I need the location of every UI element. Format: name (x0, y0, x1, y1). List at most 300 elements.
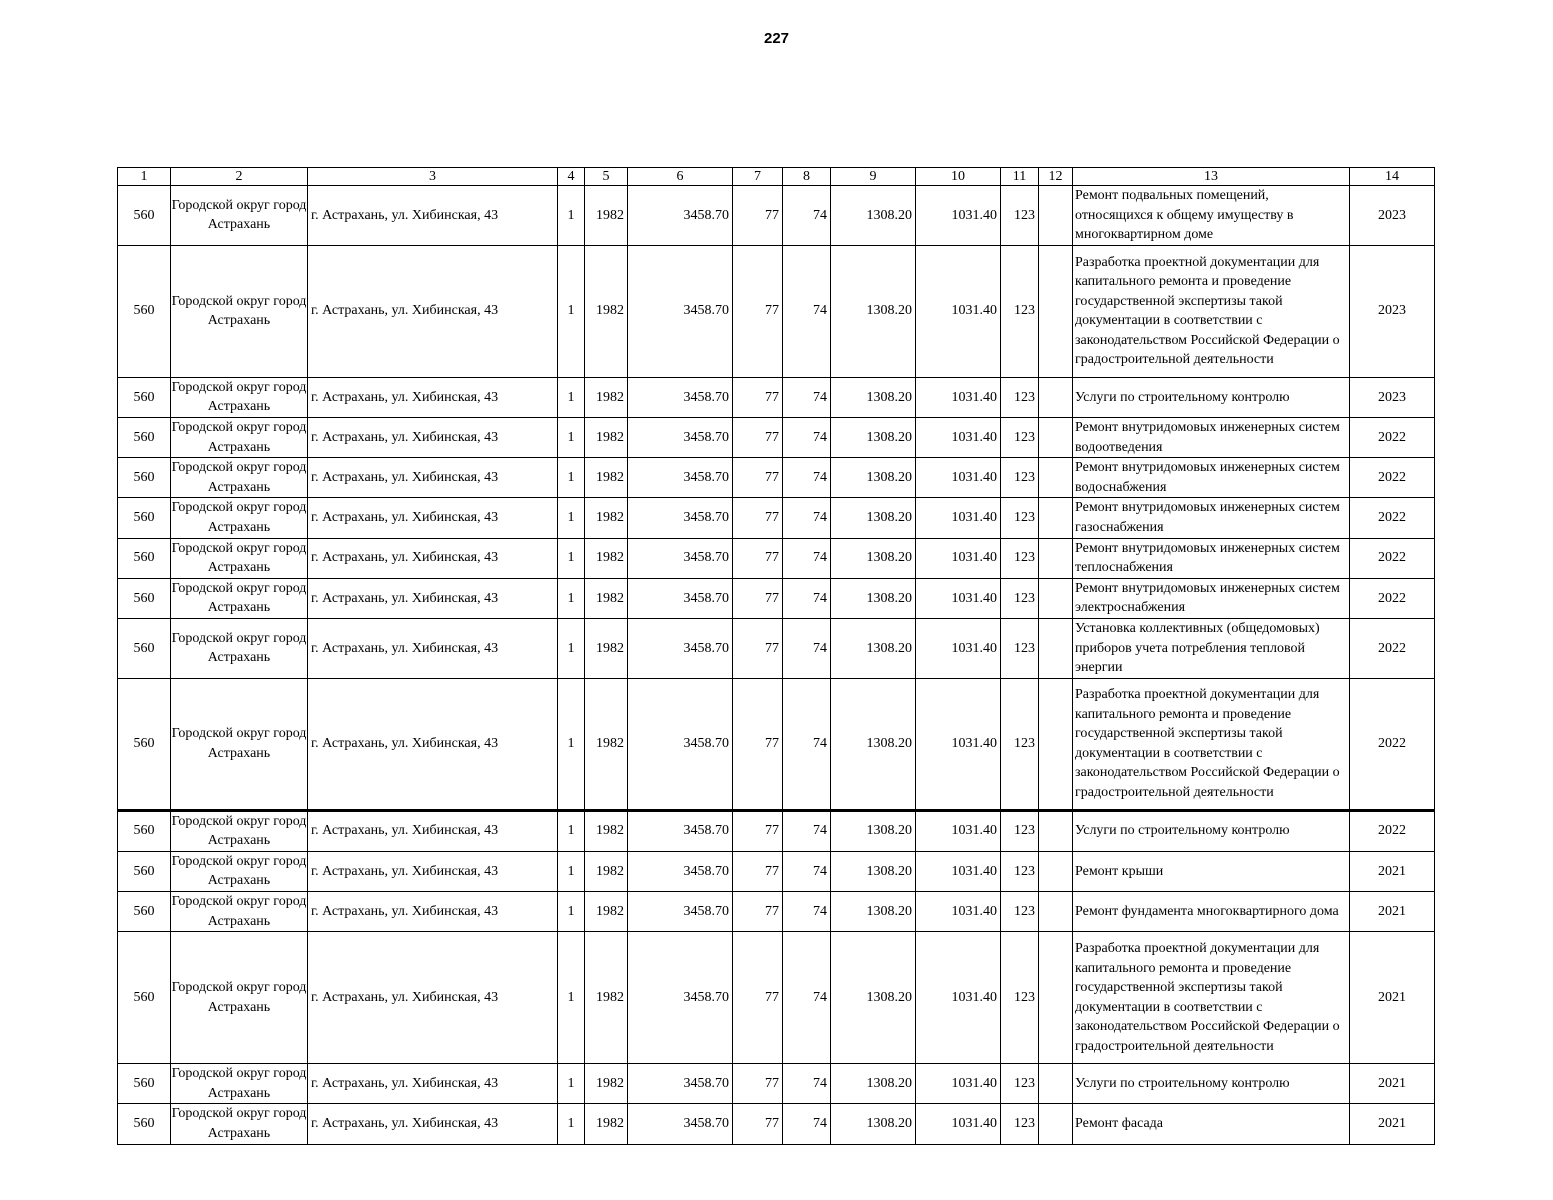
total-area-cell (628, 538, 733, 578)
col-11-value: 123 (1014, 823, 1035, 839)
year-built-cell (585, 851, 628, 891)
col-11-value-cell (1001, 1104, 1039, 1144)
planned-year: 2023 (1378, 389, 1406, 405)
table-row (118, 458, 1435, 498)
col-header: 8 (783, 168, 831, 186)
col-12-value-cell (1039, 1104, 1073, 1144)
address: г. Астрахань, ул. Хибинская, 43 (311, 207, 499, 223)
total-area-cell (628, 851, 733, 891)
col-7-value: 77 (765, 550, 779, 566)
col-12-value-cell (1039, 538, 1073, 578)
col-7-value-cell (733, 810, 783, 851)
col-header: 10 (916, 168, 1001, 186)
work-type-cell (1073, 932, 1350, 1064)
col-7-value-cell (733, 377, 783, 417)
total-area: 3458.70 (683, 903, 729, 919)
col-11-value: 123 (1014, 389, 1035, 405)
col-8-value-cell (783, 458, 831, 498)
year-built: 1982 (596, 989, 624, 1005)
col-11-value-cell (1001, 538, 1039, 578)
municipality: Городской округ город Астрахань (171, 460, 307, 495)
address-cell (308, 377, 558, 417)
col-4-value: 1 (567, 1116, 575, 1132)
col-9-value: 1308.20 (866, 510, 912, 526)
col-8-value-cell (783, 1104, 831, 1144)
col-9-value: 1308.20 (866, 989, 912, 1005)
col-8-value-cell (783, 892, 831, 932)
col-header: 6 (628, 168, 733, 186)
year-built-cell (585, 618, 628, 678)
col-7-value-cell (733, 417, 783, 457)
col-4-value: 1 (567, 903, 575, 919)
col-11-value-cell (1001, 578, 1039, 618)
planned-year: 2022 (1378, 429, 1406, 445)
row-number: 560 (133, 989, 155, 1005)
total-area-cell (628, 678, 733, 810)
total-area-cell (628, 1104, 733, 1144)
row-number: 560 (133, 863, 155, 879)
col-header: 14 (1350, 168, 1435, 186)
col-8-value: 74 (813, 989, 827, 1005)
planned-year: 2022 (1378, 640, 1406, 656)
total-area-cell (628, 932, 733, 1064)
col-10-value: 1031.40 (951, 1076, 997, 1092)
col-9-value-cell (831, 851, 916, 891)
year-built-cell (585, 810, 628, 851)
col-7-value-cell (733, 892, 783, 932)
col-11-value-cell (1001, 186, 1039, 246)
planned-year: 2021 (1378, 863, 1406, 879)
year-built: 1982 (596, 735, 624, 751)
address-cell (308, 458, 558, 498)
col-7-value-cell (733, 498, 783, 538)
col-4-value-cell (558, 932, 585, 1064)
col-11-value-cell (1001, 810, 1039, 851)
col-8-value-cell (783, 810, 831, 851)
table-row (118, 578, 1435, 618)
col-11-value-cell (1001, 377, 1039, 417)
municipality-cell (171, 186, 308, 246)
work-type: Ремонт фундамента многоквартирного дома (1075, 903, 1339, 919)
municipality-cell (171, 498, 308, 538)
col-4-value-cell (558, 377, 585, 417)
address-cell (308, 678, 558, 810)
row-number: 560 (133, 903, 155, 919)
address: г. Астрахань, ул. Хибинская, 43 (311, 989, 499, 1005)
col-9-value-cell (831, 417, 916, 457)
work-type-cell (1073, 498, 1350, 538)
col-8-value: 74 (813, 1116, 827, 1132)
col-7-value-cell (733, 678, 783, 810)
col-8-value-cell (783, 678, 831, 810)
work-type: Ремонт фасада (1075, 1116, 1164, 1132)
col-7-value-cell (733, 578, 783, 618)
row-number-cell (118, 417, 171, 457)
address: г. Астрахань, ул. Хибинская, 43 (311, 863, 499, 879)
total-area-cell (628, 892, 733, 932)
total-area-cell (628, 810, 733, 851)
col-7-value: 77 (765, 863, 779, 879)
col-8-value: 74 (813, 823, 827, 839)
col-11-value: 123 (1014, 550, 1035, 566)
col-4-value-cell (558, 892, 585, 932)
col-10-value: 1031.40 (951, 1116, 997, 1132)
col-8-value: 74 (813, 510, 827, 526)
col-11-value-cell (1001, 851, 1039, 891)
work-type: Разработка проектной документации для капитального ремонта и проведение государственной экспертизы такой документации в соответствии с законодательством Российской Федерации о градостроительной деятельности (1075, 254, 1340, 368)
col-8-value-cell (783, 932, 831, 1064)
row-number: 560 (133, 590, 155, 606)
col-9-value: 1308.20 (866, 590, 912, 606)
municipality: Городской округ город Астрахань (171, 580, 307, 616)
address-cell (308, 498, 558, 538)
row-number-cell (118, 186, 171, 246)
col-header: 9 (831, 168, 916, 186)
planned-year-cell (1350, 1104, 1435, 1144)
col-4-value-cell (558, 1104, 585, 1144)
col-8-value-cell (783, 186, 831, 246)
col-11-value-cell (1001, 932, 1039, 1064)
planned-year: 2022 (1378, 590, 1406, 606)
address: г. Астрахань, ул. Хибинская, 43 (311, 469, 499, 485)
col-12-value-cell (1039, 245, 1073, 377)
year-built-cell (585, 932, 628, 1064)
address: г. Астрахань, ул. Хибинская, 43 (311, 590, 499, 606)
address-cell (308, 245, 558, 377)
total-area: 3458.70 (683, 303, 729, 319)
year-built-cell (585, 538, 628, 578)
col-4-value: 1 (567, 640, 575, 656)
municipality-cell (171, 538, 308, 578)
col-9-value-cell (831, 1104, 916, 1144)
col-4-value-cell (558, 245, 585, 377)
col-11-value: 123 (1014, 429, 1035, 445)
col-10-value: 1031.40 (951, 863, 997, 879)
col-12-value-cell (1039, 377, 1073, 417)
col-7-value-cell (733, 186, 783, 246)
row-number: 560 (133, 207, 155, 223)
total-area-cell (628, 618, 733, 678)
col-11-value-cell (1001, 498, 1039, 538)
work-type: Услуги по строительному контролю (1075, 1076, 1290, 1092)
col-8-value: 74 (813, 1076, 827, 1092)
address: г. Астрахань, ул. Хибинская, 43 (311, 735, 499, 751)
municipality: Городской округ город Астрахань (171, 853, 307, 889)
row-number: 560 (133, 510, 155, 526)
planned-year-cell (1350, 932, 1435, 1064)
col-11-value-cell (1001, 1064, 1039, 1104)
work-type-cell (1073, 851, 1350, 891)
col-7-value: 77 (765, 590, 779, 606)
work-type: Ремонт внутридомовых инженерных систем электроснабжения (1075, 580, 1340, 616)
year-built: 1982 (596, 640, 624, 656)
municipality-cell (171, 578, 308, 618)
col-4-value: 1 (567, 429, 575, 445)
municipality: Городской округ город Астрахань (171, 419, 307, 455)
address-cell (308, 1064, 558, 1104)
col-7-value: 77 (765, 510, 779, 526)
col-7-value: 77 (765, 735, 779, 751)
row-number: 560 (133, 469, 155, 485)
col-11-value: 123 (1014, 510, 1035, 526)
col-10-value-cell (916, 851, 1001, 891)
work-type: Ремонт внутридомовых инженерных систем теплоснабжения (1075, 540, 1340, 576)
year-built: 1982 (596, 510, 624, 526)
total-area: 3458.70 (683, 823, 729, 839)
col-header: 12 (1039, 168, 1073, 186)
total-area: 3458.70 (683, 207, 729, 223)
col-8-value: 74 (813, 389, 827, 405)
planned-year-cell (1350, 810, 1435, 851)
planned-year: 2022 (1378, 735, 1406, 751)
col-9-value: 1308.20 (866, 863, 912, 879)
total-area: 3458.70 (683, 1116, 729, 1132)
work-type-cell (1073, 377, 1350, 417)
municipality-cell (171, 1104, 308, 1144)
row-number-cell (118, 458, 171, 498)
col-8-value-cell (783, 245, 831, 377)
table-row (118, 1104, 1435, 1144)
planned-year-cell (1350, 245, 1435, 377)
work-type: Ремонт подвальных помещений, относящихся к общему имуществу в многоквартирном доме (1075, 188, 1294, 243)
row-number-cell (118, 1064, 171, 1104)
row-number: 560 (133, 550, 155, 566)
row-number-cell (118, 932, 171, 1064)
table-row (118, 538, 1435, 578)
row-number: 560 (133, 1076, 155, 1092)
col-11-value: 123 (1014, 903, 1035, 919)
work-type-cell (1073, 245, 1350, 377)
col-10-value: 1031.40 (951, 469, 997, 485)
year-built-cell (585, 458, 628, 498)
work-type: Разработка проектной документации для капитального ремонта и проведение государственной экспертизы такой документации в соответствии с законодательством Российской Федерации о градостроительной деятельности (1075, 940, 1340, 1054)
col-9-value: 1308.20 (866, 303, 912, 319)
col-9-value-cell (831, 458, 916, 498)
address: г. Астрахань, ул. Хибинская, 43 (311, 903, 499, 919)
year-built: 1982 (596, 823, 624, 839)
planned-year: 2022 (1378, 510, 1406, 526)
municipality-cell (171, 245, 308, 377)
col-7-value-cell (733, 618, 783, 678)
table-row (118, 498, 1435, 538)
col-7-value: 77 (765, 469, 779, 485)
col-4-value: 1 (567, 207, 575, 223)
col-10-value: 1031.40 (951, 429, 997, 445)
col-12-value-cell (1039, 578, 1073, 618)
municipality: Городской округ город Астрахань (171, 894, 307, 929)
col-7-value: 77 (765, 1076, 779, 1092)
col-7-value-cell (733, 458, 783, 498)
total-area-cell (628, 1064, 733, 1104)
table-row (118, 892, 1435, 932)
col-4-value-cell (558, 1064, 585, 1104)
col-9-value: 1308.20 (866, 550, 912, 566)
col-10-value-cell (916, 417, 1001, 457)
col-10-value-cell (916, 1104, 1001, 1144)
col-7-value-cell (733, 851, 783, 891)
table-body (118, 186, 1435, 1145)
total-area: 3458.70 (683, 550, 729, 566)
col-4-value-cell (558, 678, 585, 810)
planned-year: 2021 (1378, 903, 1406, 919)
col-4-value: 1 (567, 510, 575, 526)
col-4-value-cell (558, 851, 585, 891)
year-built-cell (585, 578, 628, 618)
col-8-value-cell (783, 417, 831, 457)
municipality: Городской округ город Астрахань (171, 293, 307, 329)
col-9-value: 1308.20 (866, 735, 912, 751)
work-type-cell (1073, 618, 1350, 678)
col-10-value-cell (916, 186, 1001, 246)
col-10-value: 1031.40 (951, 389, 997, 405)
year-built-cell (585, 377, 628, 417)
col-9-value-cell (831, 498, 916, 538)
col-8-value-cell (783, 578, 831, 618)
address: г. Астрахань, ул. Хибинская, 43 (311, 1076, 499, 1092)
header-row (118, 168, 1435, 186)
col-8-value: 74 (813, 429, 827, 445)
col-11-value-cell (1001, 678, 1039, 810)
col-4-value: 1 (567, 823, 575, 839)
col-7-value: 77 (765, 903, 779, 919)
col-4-value: 1 (567, 303, 575, 319)
col-12-value-cell (1039, 618, 1073, 678)
address-cell (308, 932, 558, 1064)
total-area: 3458.70 (683, 429, 729, 445)
address-cell (308, 618, 558, 678)
col-8-value: 74 (813, 303, 827, 319)
row-number-cell (118, 377, 171, 417)
page-number: 227 (763, 30, 790, 47)
col-11-value: 123 (1014, 207, 1035, 223)
table-row (118, 678, 1435, 810)
col-header: 11 (1001, 168, 1039, 186)
col-9-value-cell (831, 932, 916, 1064)
address: г. Астрахань, ул. Хибинская, 43 (311, 550, 499, 566)
work-type: Ремонт крыши (1075, 863, 1164, 879)
col-10-value: 1031.40 (951, 510, 997, 526)
col-7-value: 77 (765, 640, 779, 656)
work-type-cell (1073, 810, 1350, 851)
address: г. Астрахань, ул. Хибинская, 43 (311, 429, 499, 445)
col-9-value-cell (831, 377, 916, 417)
municipality: Городской округ город Астрахань (171, 980, 307, 1015)
col-header: 4 (558, 168, 585, 186)
col-12-value-cell (1039, 458, 1073, 498)
municipality-cell (171, 678, 308, 810)
col-8-value: 74 (813, 550, 827, 566)
work-type: Ремонт внутридомовых инженерных систем газоснабжения (1075, 500, 1340, 535)
col-12-value-cell (1039, 932, 1073, 1064)
col-10-value-cell (916, 1064, 1001, 1104)
row-number: 560 (133, 640, 155, 656)
total-area: 3458.70 (683, 989, 729, 1005)
total-area-cell (628, 417, 733, 457)
col-11-value-cell (1001, 892, 1039, 932)
col-7-value: 77 (765, 207, 779, 223)
col-8-value: 74 (813, 640, 827, 656)
col-9-value: 1308.20 (866, 429, 912, 445)
municipality-cell (171, 932, 308, 1064)
year-built: 1982 (596, 590, 624, 606)
total-area-cell (628, 377, 733, 417)
work-type: Разработка проектной документации для капитального ремонта и проведение государственной экспертизы такой документации в соответствии с законодательством Российской Федерации о градостроительной деятельности (1075, 686, 1340, 800)
address-cell (308, 186, 558, 246)
col-10-value: 1031.40 (951, 823, 997, 839)
col-4-value-cell (558, 417, 585, 457)
col-4-value-cell (558, 498, 585, 538)
row-number-cell (118, 245, 171, 377)
row-number-cell (118, 498, 171, 538)
col-8-value-cell (783, 851, 831, 891)
col-10-value-cell (916, 498, 1001, 538)
col-header: 3 (308, 168, 558, 186)
address: г. Астрахань, ул. Хибинская, 43 (311, 823, 499, 839)
row-number: 560 (133, 1116, 155, 1132)
municipality: Городской округ город Астрахань (171, 630, 307, 666)
planned-year-cell (1350, 186, 1435, 246)
col-10-value-cell (916, 932, 1001, 1064)
col-4-value-cell (558, 458, 585, 498)
work-type-cell (1073, 1104, 1350, 1144)
row-number: 560 (133, 389, 155, 405)
year-built-cell (585, 1104, 628, 1144)
work-type: Услуги по строительному контролю (1075, 823, 1290, 839)
col-4-value-cell (558, 538, 585, 578)
total-area-cell (628, 245, 733, 377)
municipality: Городской округ город Астрахань (171, 726, 307, 761)
col-4-value: 1 (567, 735, 575, 751)
col-10-value-cell (916, 245, 1001, 377)
year-built-cell (585, 417, 628, 457)
year-built: 1982 (596, 469, 624, 485)
col-9-value: 1308.20 (866, 389, 912, 405)
year-built: 1982 (596, 550, 624, 566)
planned-year-cell (1350, 1064, 1435, 1104)
planned-year-cell (1350, 618, 1435, 678)
row-number: 560 (133, 429, 155, 445)
col-11-value: 123 (1014, 469, 1035, 485)
col-9-value: 1308.20 (866, 1076, 912, 1092)
col-9-value-cell (831, 810, 916, 851)
col-12-value-cell (1039, 417, 1073, 457)
planned-year-cell (1350, 498, 1435, 538)
row-number-cell (118, 810, 171, 851)
table-row (118, 810, 1435, 851)
total-area-cell (628, 498, 733, 538)
col-11-value-cell (1001, 458, 1039, 498)
work-type-cell (1073, 458, 1350, 498)
total-area-cell (628, 578, 733, 618)
col-12-value-cell (1039, 851, 1073, 891)
col-12-value-cell (1039, 810, 1073, 851)
col-11-value: 123 (1014, 1076, 1035, 1092)
col-7-value-cell (733, 1104, 783, 1144)
col-7-value-cell (733, 245, 783, 377)
col-9-value-cell (831, 186, 916, 246)
total-area: 3458.70 (683, 863, 729, 879)
planned-year-cell (1350, 538, 1435, 578)
row-number-cell (118, 678, 171, 810)
col-4-value: 1 (567, 550, 575, 566)
work-type-cell (1073, 1064, 1350, 1104)
planned-year: 2023 (1378, 207, 1406, 223)
col-12-value-cell (1039, 892, 1073, 932)
year-built: 1982 (596, 207, 624, 223)
municipality-cell (171, 458, 308, 498)
row-number-cell (118, 538, 171, 578)
year-built-cell (585, 186, 628, 246)
